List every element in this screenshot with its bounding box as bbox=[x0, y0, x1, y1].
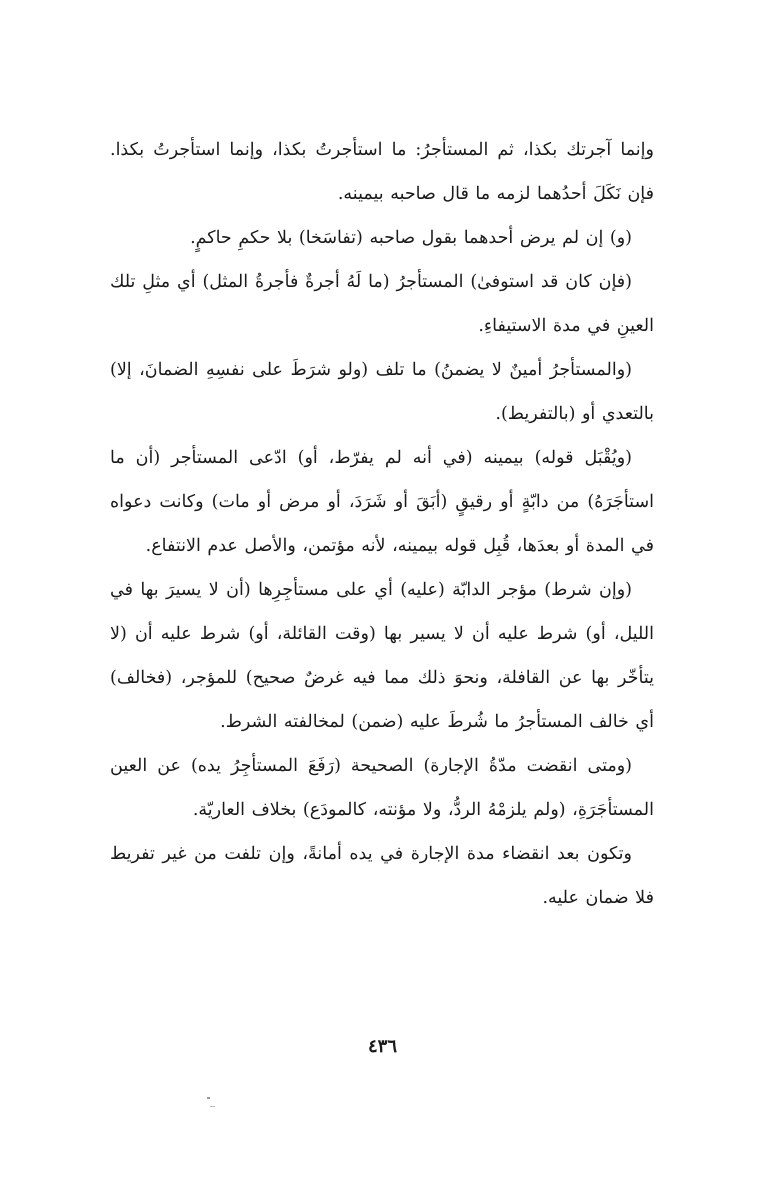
scan-speck bbox=[207, 1097, 210, 1099]
paragraph-8: وتكون بعد انقضاء مدة الإجارة في يده أمانةً، وإن تلفت من غير تفريط فلا ضمان عليه. bbox=[110, 844, 654, 908]
scan-speck bbox=[210, 1106, 215, 1107]
paragraph-1: وإنما آجرتك بكذا، ثم المستأجرُ: ما استأجرتُ بكذا، وإنما استأجرتُ بكذا. فإن نَكَلَ أحدُهما لزمه ما قال صاحبه بيمينه. bbox=[110, 140, 654, 204]
page-body-text bbox=[110, 128, 654, 920]
page-number: ٤٣٦ bbox=[367, 1036, 397, 1057]
paragraph-3: (فإن كان قد استوفىٰ) المستأجرُ (ما لَهُ أجرةٌ فأجرةُ المثل) أي مثلِ تلك العينِ في مدة الاستيفاءِ. bbox=[110, 272, 654, 336]
paragraph-5: (ويُقْبَل قوله) بيمينه (في أنه لم يفرّط، أو) ادّعى المستأجر (أن ما استأجَرَهُ) من دابّةٍ أو رقيقٍ (أبَقَ أو شَرَدَ، أو مرض أو مات) وكانت دعواه في المدة أو بعدَها، قُبِل قوله بيمينه، لأنه مؤتمن، والأصل عدم الانتفاع. bbox=[110, 448, 654, 556]
paragraph-4: (والمستأجرُ أمينٌ لا يضمنُ) ما تلف (ولو شرَطَ على نفسِهِ الضمانَ، إلا) بالتعدي أو (بالتفريط). bbox=[110, 360, 654, 424]
paragraph-7: (ومتى انقضت مدّةُ الإجارة) الصحيحة (رَفَعَ المستأجِرُ يده) عن العين المستأجَرَةِ، (ولم يلزمْهُ الردُّ، ولا مؤنته، كالمودَع) بخلاف العاريّة. bbox=[110, 756, 654, 820]
paragraph-2: (و) إن لم يرض أحدهما بقول صاحبه (تفاسَخا) بلا حكمِ حاكمٍ. bbox=[190, 228, 632, 248]
paragraph-6: (وإن شرط) مؤجر الدابّة (عليه) أي على مستأجِرِها (أن لا يسيرَ بها في الليل، أو) شرط عليه أن لا يسير بها (وقت القائلة، أو) شرط عليه أن (لا يتأخّر بها عن القافلة، ونحوَ ذلك مما فيه غرضٌ صحيح) للمؤجر، (فخالف) أي خالف المستأجرُ ما شُرطَ عليه (ضمن) لمخالفته الشرط. bbox=[110, 580, 654, 732]
